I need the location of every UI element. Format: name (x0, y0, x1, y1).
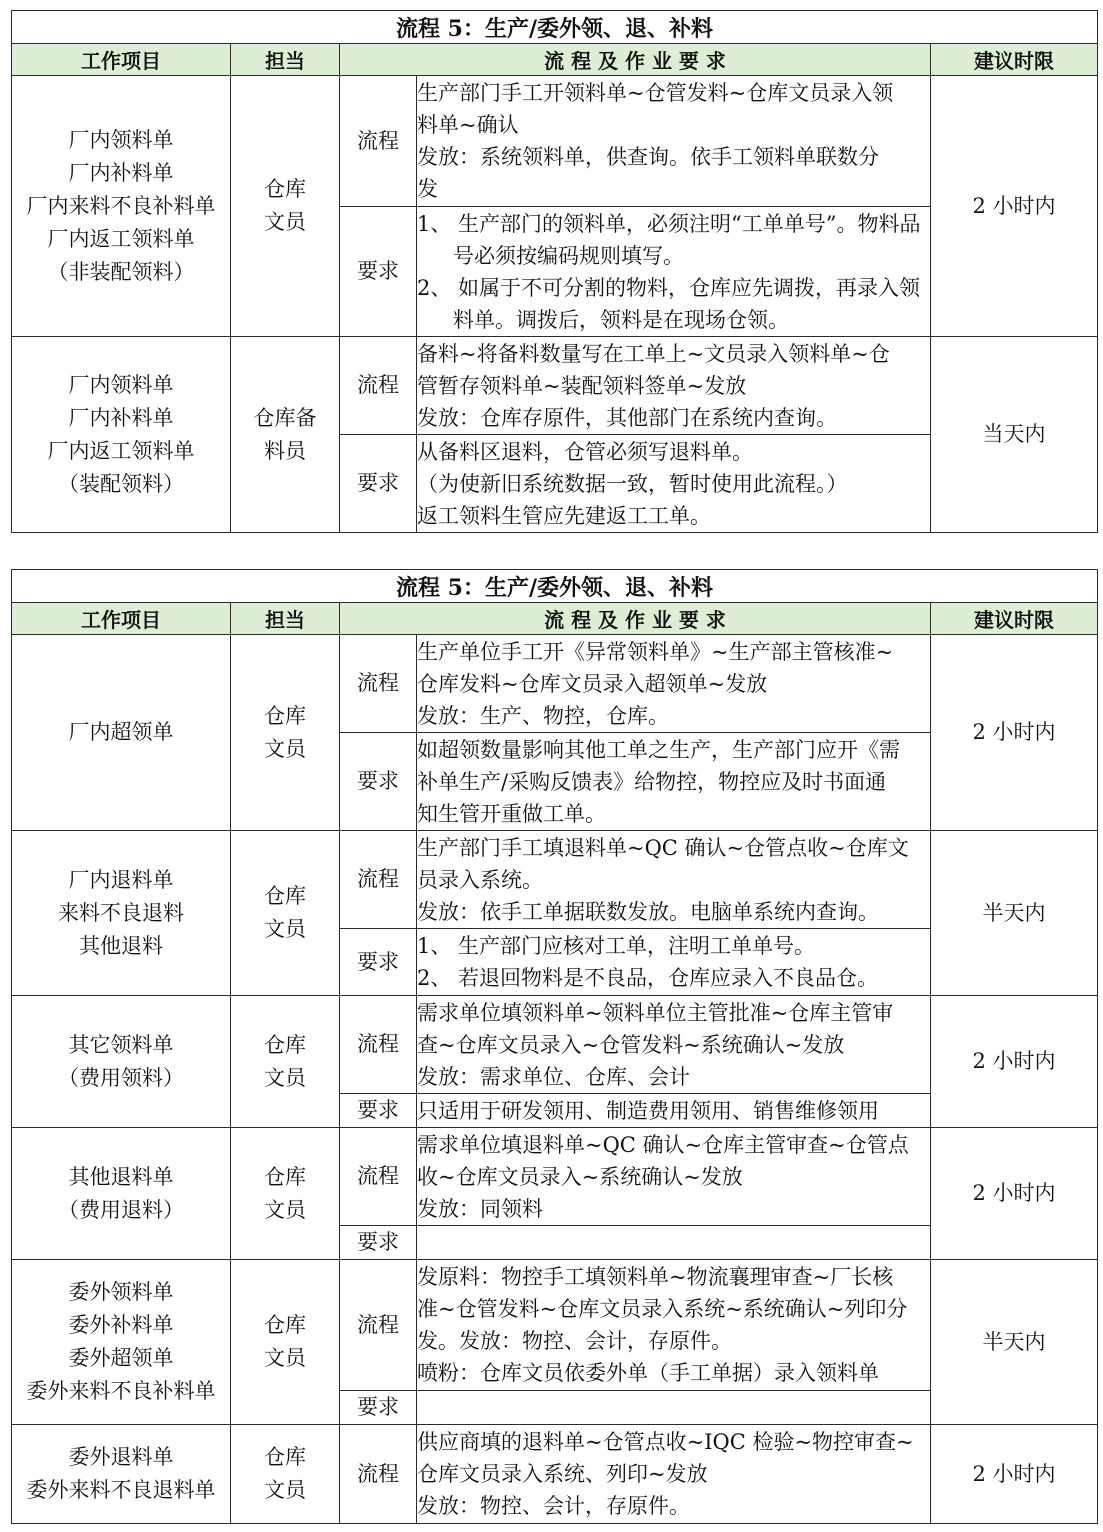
flow-text: 发 (417, 177, 438, 201)
work-item: （费用退料） (58, 1197, 184, 1222)
flow-text-cell (417, 996, 931, 1094)
flow-text: 查~仓库文员录入~仓管发料~系统确认~发放 (417, 1032, 845, 1057)
work-item-cell (12, 1425, 231, 1524)
table-row (12, 996, 1098, 1094)
flow-text: 发。发放：物控、会计，存原件。 (417, 1329, 732, 1353)
req-label: 要求 (340, 1391, 417, 1425)
flow-text: 需求单位填退料单~QC 确认~仓库主管审查~仓管点 (417, 1132, 909, 1157)
owner: 文员 (264, 1197, 306, 1222)
owner: 文员 (264, 736, 306, 761)
flow-text: 供应商填的退料单~仓管点收~IQC 检验~物控审查~ (417, 1430, 914, 1454)
flow-text: 发放：需求单位、仓库、会计 (417, 1064, 690, 1089)
table-title-row (12, 11, 1098, 44)
header-process: 流 程 及 作 业 要 求 (340, 44, 931, 76)
owner-cell (231, 337, 340, 533)
work-item: 厂内领料单 (68, 372, 174, 397)
work-item: （非装配领料） (47, 259, 195, 284)
header-item: 工作项目 (12, 44, 231, 76)
req-text-cell (417, 1391, 931, 1425)
header-owner: 担当 (231, 44, 340, 76)
flow-text: 发放：依手工单据联数发放。电脑单系统内查询。 (417, 899, 879, 924)
table-header-row (12, 44, 1098, 76)
flow-text: 需求单位填领料单~领料单位主管批准~仓库主管审 (417, 1000, 894, 1025)
work-item-cell (12, 1260, 231, 1425)
work-item: 其他退料单 (68, 1164, 174, 1189)
owner: 文员 (264, 210, 306, 234)
flow-label: 流程 (340, 1128, 417, 1226)
owner-cell (231, 996, 340, 1128)
owner: 仓库 (264, 703, 306, 728)
owner: 文员 (264, 917, 306, 941)
flow-label: 流程 (340, 1425, 417, 1524)
req-label: 要求 (340, 929, 417, 996)
flow-text: 生产部门手工开领料单~仓管发料~仓库文员录入领 (417, 81, 894, 105)
flow-text: 料单~确认 (417, 113, 519, 137)
owner-cell (231, 1425, 340, 1524)
req-text: 只适用于研发领用、制造费用领用、销售维修领用 (417, 1098, 879, 1123)
work-item-cell (12, 1128, 231, 1260)
work-item: 其它领料单 (68, 1032, 174, 1057)
req-text-cell (417, 1094, 931, 1128)
table-title: 流程 5：生产/委外领、退、补料 (12, 11, 1098, 44)
req-text: （为使新旧系统数据一致，暂时使用此流程。） (417, 471, 848, 496)
flow-text-cell (417, 831, 931, 929)
req-text: 从备料区退料，仓管必须写退料单。 (417, 439, 753, 464)
work-item: 厂内补料单 (68, 405, 174, 430)
flow-text: 员录入系统。 (417, 867, 543, 892)
time-limit: 半天内 (931, 1260, 1098, 1425)
work-item: （装配领料） (58, 471, 184, 496)
req-text: 2、 如属于不可分割的物料，仓库应先调拨，再录入领料单。调拨后，领料是在现场仓领。 (417, 275, 921, 332)
work-item: （费用领料） (58, 1065, 184, 1090)
time-limit: 2 小时内 (931, 76, 1098, 337)
req-text: 1、 生产部门应核对工单，注明工单单号。 (417, 934, 816, 958)
table-row (12, 337, 1098, 435)
work-item: 厂内退料单 (68, 867, 174, 892)
work-item: 来料不良退料 (58, 900, 184, 925)
table-row (12, 1260, 1098, 1391)
owner-cell (231, 1128, 340, 1260)
work-item: 厂内来料不良补料单 (26, 193, 216, 218)
time-limit: 2 小时内 (931, 1128, 1098, 1260)
flow-text-cell (417, 1128, 931, 1226)
table-row (12, 1128, 1098, 1226)
work-item: 厂内补料单 (68, 160, 174, 185)
flow-label: 流程 (340, 1260, 417, 1391)
req-text-cell (417, 929, 931, 996)
flow-text-cell (417, 635, 931, 733)
flow-text-cell (417, 76, 931, 207)
owner-cell (231, 1260, 340, 1425)
req-label: 要求 (340, 435, 417, 533)
owner: 文员 (264, 1478, 306, 1502)
table-header-row (12, 603, 1098, 635)
time-limit: 2 小时内 (931, 1425, 1098, 1524)
flow-text: 发放：生产、物控，仓库。 (417, 703, 669, 728)
req-text: 知生管开重做工单。 (417, 801, 606, 826)
req-label: 要求 (340, 733, 417, 831)
owner-cell (231, 635, 340, 831)
req-text-cell (417, 435, 931, 533)
flow-text: 生产单位手工开《异常领料单》~生产部主管核准~ (417, 639, 894, 664)
owner-cell (231, 831, 340, 996)
header-item: 工作项目 (12, 603, 231, 635)
flow-text: 生产部门手工填退料单~QC 确认~仓管点收~仓库文 (417, 835, 909, 860)
work-item: 委外补料单 (68, 1313, 174, 1337)
flow-text: 仓库文员录入系统、列印~发放 (417, 1462, 708, 1486)
req-text: 2、 若退回物料是不良品，仓库应录入不良品仓。 (417, 966, 879, 990)
req-text: 1、 生产部门的领料单，必须注明“工单单号”。物料品号必须按编码规则填写。 (417, 211, 921, 268)
work-item-cell (12, 76, 231, 337)
process-table-2 (11, 569, 1098, 1524)
flow-text: 备料~将备料数量写在工单上~文员录入领料单~仓 (417, 341, 890, 366)
flow-text: 仓库发料~仓库文员录入超领单~发放 (417, 671, 768, 696)
owner-cell (231, 76, 340, 337)
req-label: 要求 (340, 1094, 417, 1128)
owner: 仓库 (264, 1445, 306, 1469)
flow-text: 发放：同领料 (417, 1196, 543, 1221)
req-text-cell (417, 1226, 931, 1260)
work-item: 厂内返工领料单 (47, 438, 195, 463)
header-time: 建议时限 (931, 44, 1098, 76)
table-row (12, 635, 1098, 733)
process-table-1 (11, 10, 1098, 533)
owner: 仓库备 (253, 405, 317, 430)
work-item-cell (12, 831, 231, 996)
flow-text: 管暂存领料单~装配领料签单~发放 (417, 373, 747, 398)
table-row (12, 831, 1098, 929)
work-item: 委外领料单 (68, 1280, 174, 1304)
work-item: 厂内领料单 (68, 127, 174, 152)
flow-label: 流程 (340, 831, 417, 929)
flow-text-cell (417, 337, 931, 435)
req-text: 返工领料生管应先建返工工单。 (417, 503, 711, 528)
work-item: 委外来料不良补料单 (26, 1379, 216, 1403)
header-owner: 担当 (231, 603, 340, 635)
work-item: 委外退料单 (68, 1445, 174, 1469)
table-title-row (12, 570, 1098, 603)
time-limit: 半天内 (931, 831, 1098, 996)
flow-label: 流程 (340, 337, 417, 435)
owner: 仓库 (264, 1032, 306, 1057)
owner: 料员 (264, 438, 306, 463)
owner: 仓库 (264, 884, 306, 908)
req-text-cell (417, 733, 931, 831)
owner: 仓库 (264, 1164, 306, 1189)
time-limit: 当天内 (931, 337, 1098, 533)
flow-text: 发原料：物控手工填领料单~物流襄理审查~厂长核 (417, 1265, 894, 1289)
req-label: 要求 (340, 207, 417, 337)
work-item: 委外超领单 (68, 1346, 174, 1370)
time-limit: 2 小时内 (931, 635, 1098, 831)
flow-text: 发放：系统领料单，供查询。依手工领料单联数分 (417, 145, 879, 169)
work-item: 委外来料不良退料单 (26, 1478, 216, 1502)
req-text: 如超领数量影响其他工单之生产，生产部门应开《需 (417, 737, 900, 762)
flow-text: 发放：物控、会计，存原件。 (417, 1494, 690, 1518)
flow-text: 收~仓库文员录入~系统确认~发放 (417, 1164, 743, 1189)
flow-text-cell (417, 1260, 931, 1391)
owner: 文员 (264, 1346, 306, 1370)
header-process: 流 程 及 作 业 要 求 (340, 603, 931, 635)
flow-text: 准~仓管发料~仓库文员录入系统~系统确认~列印分 (417, 1297, 908, 1321)
header-time: 建议时限 (931, 603, 1098, 635)
work-item: 厂内返工领料单 (47, 226, 195, 251)
flow-label: 流程 (340, 996, 417, 1094)
req-text-cell (417, 207, 931, 337)
flow-text: 喷粉：仓库文员依委外单（手工单据）录入领料单 (417, 1361, 879, 1385)
table-title: 流程 5：生产/委外领、退、补料 (12, 570, 1098, 603)
owner: 仓库 (264, 177, 306, 201)
work-item-cell (12, 996, 231, 1128)
work-item: 厂内超领单 (68, 720, 174, 744)
time-limit: 2 小时内 (931, 996, 1098, 1128)
flow-label: 流程 (340, 635, 417, 733)
work-item-cell (12, 337, 231, 533)
owner: 文员 (264, 1065, 306, 1090)
req-text: 补单生产/采购反馈表》给物控，物控应及时书面通 (417, 769, 887, 794)
table-row (12, 76, 1098, 207)
flow-label: 流程 (340, 76, 417, 207)
flow-text: 发放：仓库存原件，其他部门在系统内查询。 (417, 405, 837, 430)
work-item-cell (12, 635, 231, 831)
req-label: 要求 (340, 1226, 417, 1260)
table-row (12, 1425, 1098, 1524)
work-item: 其他退料 (79, 933, 163, 958)
flow-text-cell (417, 1425, 931, 1524)
owner: 仓库 (264, 1313, 306, 1337)
